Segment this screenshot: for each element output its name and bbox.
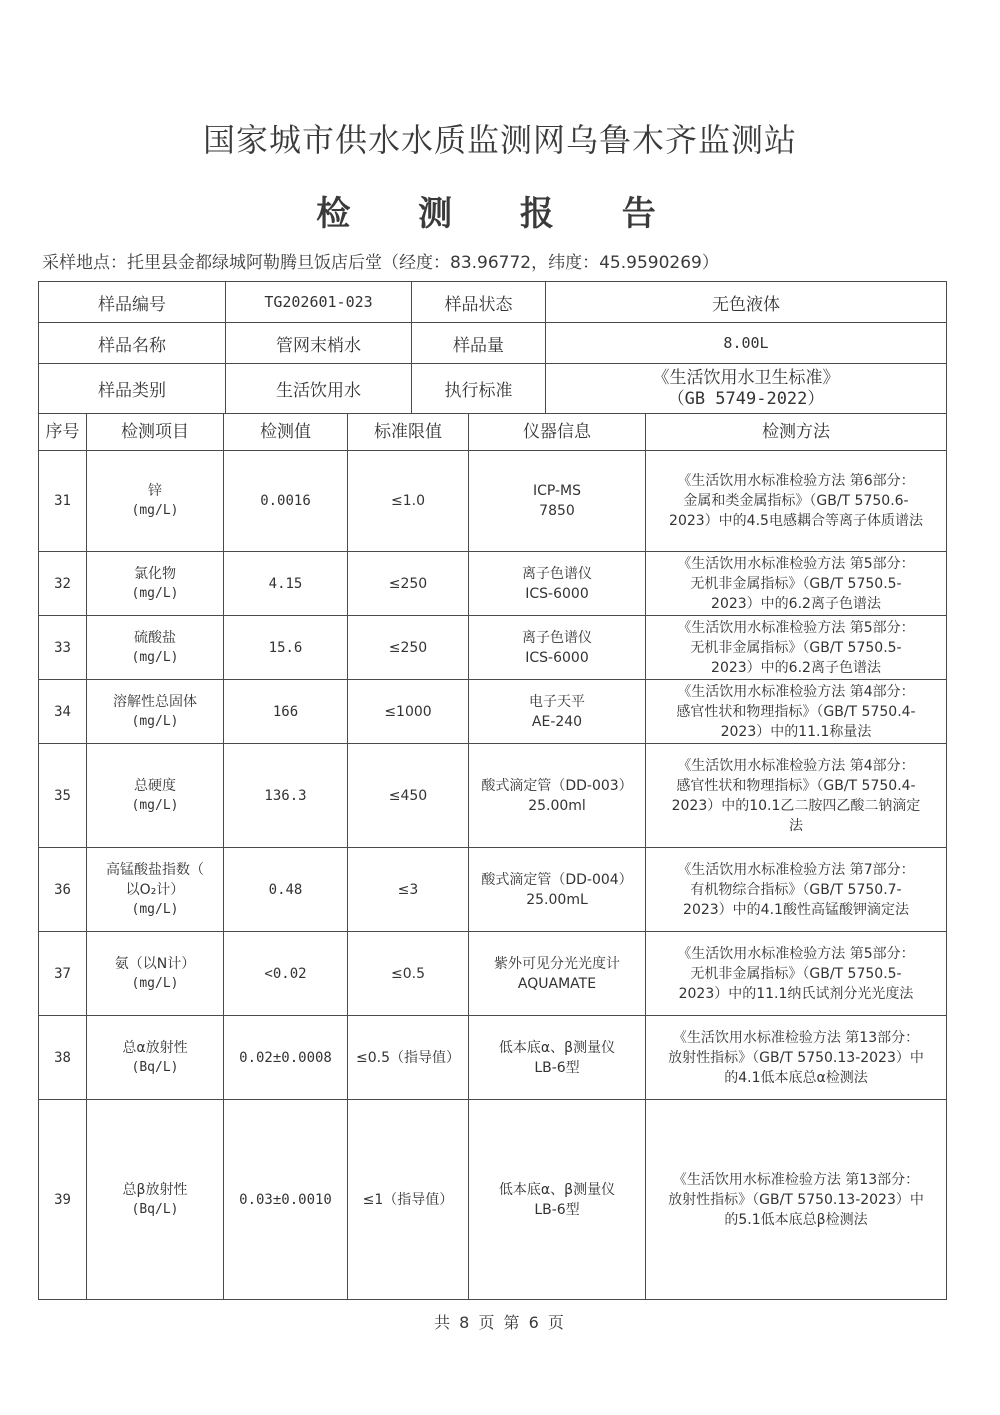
row-instrument	[469, 552, 646, 616]
item-name: 氯化物	[134, 565, 176, 582]
method-line: 无机非金属指标》（GB/T 5750.5-	[690, 639, 902, 656]
row-instrument	[469, 1100, 646, 1300]
row-value: 15.6	[224, 616, 348, 680]
standard-value	[546, 364, 947, 414]
row-value: 0.48	[224, 848, 348, 932]
method-line: 2023）中的6.2离子色谱法	[711, 659, 881, 676]
sample-category-label: 样品类别	[39, 364, 226, 414]
row-method	[646, 848, 947, 932]
row-item	[87, 932, 224, 1016]
sample-name-label: 样品名称	[39, 323, 226, 364]
row-limit: ≤250	[348, 552, 469, 616]
report-title: 检 测 报 告	[316, 194, 684, 234]
col-header-method: 检测方法	[646, 414, 947, 451]
sample-quantity-value: 8.00L	[546, 323, 947, 364]
row-instrument	[469, 744, 646, 848]
instrument-line: ICS-6000	[525, 649, 589, 666]
row-item	[87, 1100, 224, 1300]
row-item	[87, 848, 224, 932]
row-item	[87, 451, 224, 552]
table-row	[39, 451, 947, 552]
row-value: 166	[224, 680, 348, 744]
row-item	[87, 680, 224, 744]
row-method	[646, 932, 947, 1016]
method-line: 感官性状和物理指标》（GB/T 5750.4-	[676, 703, 916, 720]
instrument-line: 低本底α、β测量仪	[498, 1181, 616, 1198]
row-limit: ≤450	[348, 744, 469, 848]
item-name: 溶解性总固体	[113, 693, 197, 710]
standard-code: （GB 5749-2022）	[667, 388, 825, 409]
row-item	[87, 616, 224, 680]
sample-info-row	[39, 364, 947, 414]
row-method	[646, 1100, 947, 1300]
row-item	[87, 552, 224, 616]
method-line: 放射性指标》（GB/T 5750.13-2023）中	[668, 1191, 924, 1208]
item-unit: (Bq/L)	[131, 1059, 179, 1075]
instrument-line: AQUAMATE	[517, 975, 597, 992]
instrument-line: ICP-MS	[532, 483, 582, 499]
row-instrument	[469, 451, 646, 552]
item-name: 以O₂计）	[125, 881, 185, 898]
row-seq: 35	[39, 744, 87, 848]
row-value: 0.03±0.0010	[224, 1100, 348, 1300]
table-row	[39, 1100, 947, 1300]
method-line: 2023）中的4.1酸性高锰酸钾滴定法	[683, 901, 909, 918]
item-unit: (mg/L)	[131, 797, 179, 813]
item-name: 总β放射性	[122, 1181, 188, 1198]
instrument-line: LB-6型	[534, 1059, 580, 1076]
row-method	[646, 616, 947, 680]
method-line: 《生活饮用水标准检验方法 第13部分：	[672, 1171, 920, 1188]
row-limit: ≤0.5	[348, 932, 469, 1016]
row-method	[646, 680, 947, 744]
item-unit: (mg/L)	[131, 901, 179, 917]
row-value: <0.02	[224, 932, 348, 1016]
method-line: 无机非金属指标》（GB/T 5750.5-	[690, 575, 902, 592]
item-name: 锌	[148, 483, 162, 499]
method-line: 《生活饮用水标准检验方法 第5部分：	[677, 555, 915, 572]
row-instrument	[469, 932, 646, 1016]
item-name: 氨（以N计）	[114, 955, 196, 972]
row-method	[646, 1016, 947, 1100]
col-header-instrument: 仪器信息	[469, 414, 646, 451]
instrument-line: 紫外可见分光光度计	[494, 955, 620, 972]
method-line: 放射性指标》（GB/T 5750.13-2023）中	[668, 1049, 924, 1066]
item-unit: (mg/L)	[131, 975, 179, 991]
item-unit: (mg/L)	[131, 585, 179, 601]
sample-info-row	[39, 323, 947, 364]
method-line: 2023）中的6.2离子色谱法	[711, 595, 881, 612]
sampling-location: 采样地点：托里县金都绿城阿勒腾旦饭店后堂（经度：83.96772，纬度：45.9590269）	[42, 253, 719, 273]
method-line: 《生活饮用水标准检验方法 第7部分：	[677, 861, 915, 878]
sample-info-table	[38, 281, 947, 414]
method-line: 《生活饮用水标准检验方法 第13部分：	[672, 1029, 920, 1046]
row-value: 4.15	[224, 552, 348, 616]
row-value: 0.0016	[224, 451, 348, 552]
instrument-line: 电子天平	[529, 693, 585, 710]
sample-info-row	[39, 282, 947, 323]
method-line: 2023）中的10.1乙二胺四乙酸二钠滴定	[671, 797, 921, 814]
method-line: 金属和类金属指标》（GB/T 5750.6-	[683, 493, 909, 509]
row-method	[646, 552, 947, 616]
col-header-limit: 标准限值	[348, 414, 469, 451]
row-instrument	[469, 680, 646, 744]
method-line: 《生活饮用水标准检验方法 第5部分：	[677, 619, 915, 636]
row-instrument	[469, 616, 646, 680]
item-name: 硫酸盐	[134, 629, 176, 646]
row-seq: 34	[39, 680, 87, 744]
row-item	[87, 1016, 224, 1100]
col-header-seq: 序号	[39, 414, 87, 451]
row-seq: 37	[39, 932, 87, 1016]
standard-label: 执行标准	[412, 364, 546, 414]
table-row	[39, 744, 947, 848]
col-header-value: 检测值	[224, 414, 348, 451]
table-row	[39, 848, 947, 932]
instrument-line: 酸式滴定管（DD-003）	[481, 777, 633, 794]
page-number: 共 8 页 第 6 页	[434, 1313, 566, 1332]
table-header-row	[39, 414, 947, 451]
row-item	[87, 744, 224, 848]
table-row	[39, 616, 947, 680]
row-limit: ≤1（指导值）	[348, 1100, 469, 1300]
instrument-line: LB-6型	[534, 1201, 580, 1218]
table-row	[39, 932, 947, 1016]
sample-id-label: 样品编号	[39, 282, 226, 323]
item-name: 高锰酸盐指数（	[106, 861, 204, 878]
row-limit: ≤3	[348, 848, 469, 932]
instrument-line: 低本底α、β测量仪	[498, 1039, 616, 1056]
method-line: 《生活饮用水标准检验方法 第4部分：	[677, 683, 915, 700]
item-unit: (mg/L)	[131, 503, 179, 518]
method-line: 2023）中的11.1称量法	[720, 723, 872, 740]
item-unit: (mg/L)	[131, 713, 179, 729]
sample-state-label: 样品状态	[412, 282, 546, 323]
row-seq: 32	[39, 552, 87, 616]
instrument-line: AE-240	[531, 713, 583, 730]
instrument-line: 离子色谱仪	[522, 565, 592, 582]
method-line: 法	[789, 817, 803, 834]
instrument-line: 离子色谱仪	[522, 629, 592, 646]
item-unit: (Bq/L)	[131, 1201, 179, 1217]
row-seq: 36	[39, 848, 87, 932]
instrument-line: 25.00mL	[526, 891, 588, 908]
organization-title: 国家城市供水水质监测网乌鲁木齐监测站	[202, 121, 797, 159]
method-line: 《生活饮用水标准检验方法 第6部分：	[677, 473, 915, 489]
sample-quantity-label: 样品量	[412, 323, 546, 364]
row-method	[646, 451, 947, 552]
instrument-line: 7850	[539, 503, 575, 519]
row-seq: 39	[39, 1100, 87, 1300]
instrument-line: ICS-6000	[525, 585, 589, 602]
sample-state-value: 无色液体	[546, 282, 947, 323]
method-line: 2023）中的4.5电感耦合等离子体质谱法	[669, 513, 923, 529]
instrument-line: 25.00ml	[528, 797, 586, 814]
row-instrument	[469, 1016, 646, 1100]
row-method	[646, 744, 947, 848]
method-line: 的5.1低本底总β检测法	[724, 1211, 868, 1228]
item-name: 总α放射性	[122, 1039, 188, 1056]
sample-id-value: TG202601-023	[226, 282, 412, 323]
row-value: 136.3	[224, 744, 348, 848]
row-value: 0.02±0.0008	[224, 1016, 348, 1100]
row-seq: 31	[39, 451, 87, 552]
row-limit: ≤1.0	[348, 451, 469, 552]
method-line: 的4.1低本底总α检测法	[724, 1069, 868, 1086]
method-line: 有机物综合指标》（GB/T 5750.7-	[690, 881, 902, 898]
col-header-item: 检测项目	[87, 414, 224, 451]
instrument-line: 酸式滴定管（DD-004）	[481, 871, 633, 888]
sample-category-value: 生活饮用水	[226, 364, 412, 414]
row-limit: ≤0.5（指导值）	[348, 1016, 469, 1100]
method-line: 感官性状和物理指标》（GB/T 5750.4-	[676, 777, 916, 794]
row-limit: ≤1000	[348, 680, 469, 744]
table-row	[39, 552, 947, 616]
method-line: 《生活饮用水标准检验方法 第5部分：	[677, 945, 915, 962]
row-limit: ≤250	[348, 616, 469, 680]
item-unit: (mg/L)	[131, 649, 179, 665]
method-line: 《生活饮用水标准检验方法 第4部分：	[677, 757, 915, 774]
method-line: 无机非金属指标》（GB/T 5750.5-	[690, 965, 902, 982]
row-seq: 38	[39, 1016, 87, 1100]
results-table	[38, 413, 947, 1300]
row-seq: 33	[39, 616, 87, 680]
table-row	[39, 680, 947, 744]
item-name: 总硬度	[134, 777, 176, 794]
sample-name-value: 管网末梢水	[226, 323, 412, 364]
table-row	[39, 1016, 947, 1100]
method-line: 2023）中的11.1纳氏试剂分光光度法	[678, 985, 914, 1002]
row-instrument	[469, 848, 646, 932]
standard-name: 《生活饮用水卫生标准》	[652, 367, 840, 388]
